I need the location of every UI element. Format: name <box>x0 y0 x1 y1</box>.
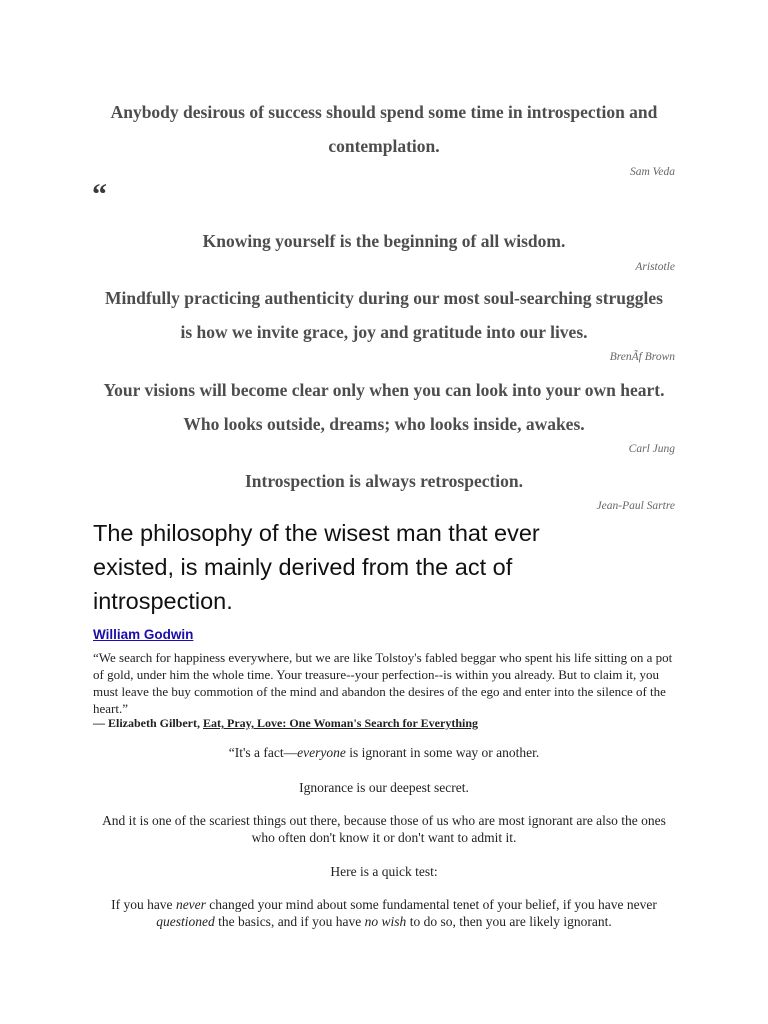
quote-author-carl-jung: Carl Jung <box>628 443 675 455</box>
p5-emphasis-no-wish: no wish <box>364 914 407 929</box>
gilbert-attribution <box>93 716 478 731</box>
quote-text-sartre: Introspection is always retrospection. <box>244 471 524 491</box>
p5-b: changed your mind about some fundamental tenet of your belief, if you have never <box>205 897 657 912</box>
p5-d: to do so, then you are likely ignorant. <box>406 914 612 929</box>
gilbert-author: ― Elizabeth Gilbert, <box>93 716 200 730</box>
quote-author-sam-veda: Sam Veda <box>629 166 675 178</box>
gilbert-book-link[interactable]: Eat, Pray, Love: One Woman's Search for Everything <box>203 716 478 730</box>
p1-end: is ignorant in some way or another. <box>345 745 540 760</box>
quote-author-aristotle: Aristotle <box>635 261 675 273</box>
william-godwin-link[interactable]: William Godwin <box>93 627 194 642</box>
quote-author-sartre: Jean-Paul Sartre <box>596 500 675 512</box>
quote-author-brene-brown: BrenÃf Brown <box>609 351 675 363</box>
p1-start: “It's a fact— <box>228 745 298 760</box>
quote-text-sam-veda: Anybody desirous of success should spend some time in introspection and contemplation. <box>110 102 658 156</box>
ignorance-paragraph-3: And it is one of the scariest things out there, because those of us who are most ignorant are also the ones who often don't know it or don't want to admit it. <box>102 813 666 845</box>
ignorance-paragraph-5 <box>93 896 675 930</box>
ignorance-paragraph-4: Here is a quick test: <box>330 864 438 879</box>
quote-text-aristotle: Knowing yourself is the beginning of all wisdom. <box>202 231 566 251</box>
p1-emphasis: everyone <box>297 745 346 760</box>
ignorance-paragraph-1 <box>93 744 675 761</box>
quote-text-carl-jung: Your visions will become clear only when you can look into your own heart. Who looks outside, dreams; who looks inside, awakes. <box>103 380 665 434</box>
p5-emphasis-questioned: questioned <box>156 914 215 929</box>
p5-emphasis-never: never <box>175 897 206 912</box>
ignorance-paragraph-2: Ignorance is our deepest secret. <box>299 780 469 795</box>
quote-text-brene-brown: Mindfully practicing authenticity during our most soul-searching struggles is how we invite grace, joy and gratitude into our lives. <box>105 288 663 342</box>
p5-a: If you have <box>111 897 176 912</box>
gilbert-quote: “We search for happiness everywhere, but we are like Tolstoy's fabled beggar who spent his life sitting on a pot of gold, under him the whole time. Your treasure--your perfection--is within you already. But to claim it, you must leave the buy commotion of the mind and abandon the desires of the ego and enter into the silence of the heart.” <box>93 650 673 716</box>
p5-c: the basics, and if you have <box>214 914 365 929</box>
featured-quote: The philosophy of the wisest man that ever existed, is mainly derived from the act of introspection. <box>93 520 540 614</box>
open-quote-mark: “ <box>92 178 107 211</box>
